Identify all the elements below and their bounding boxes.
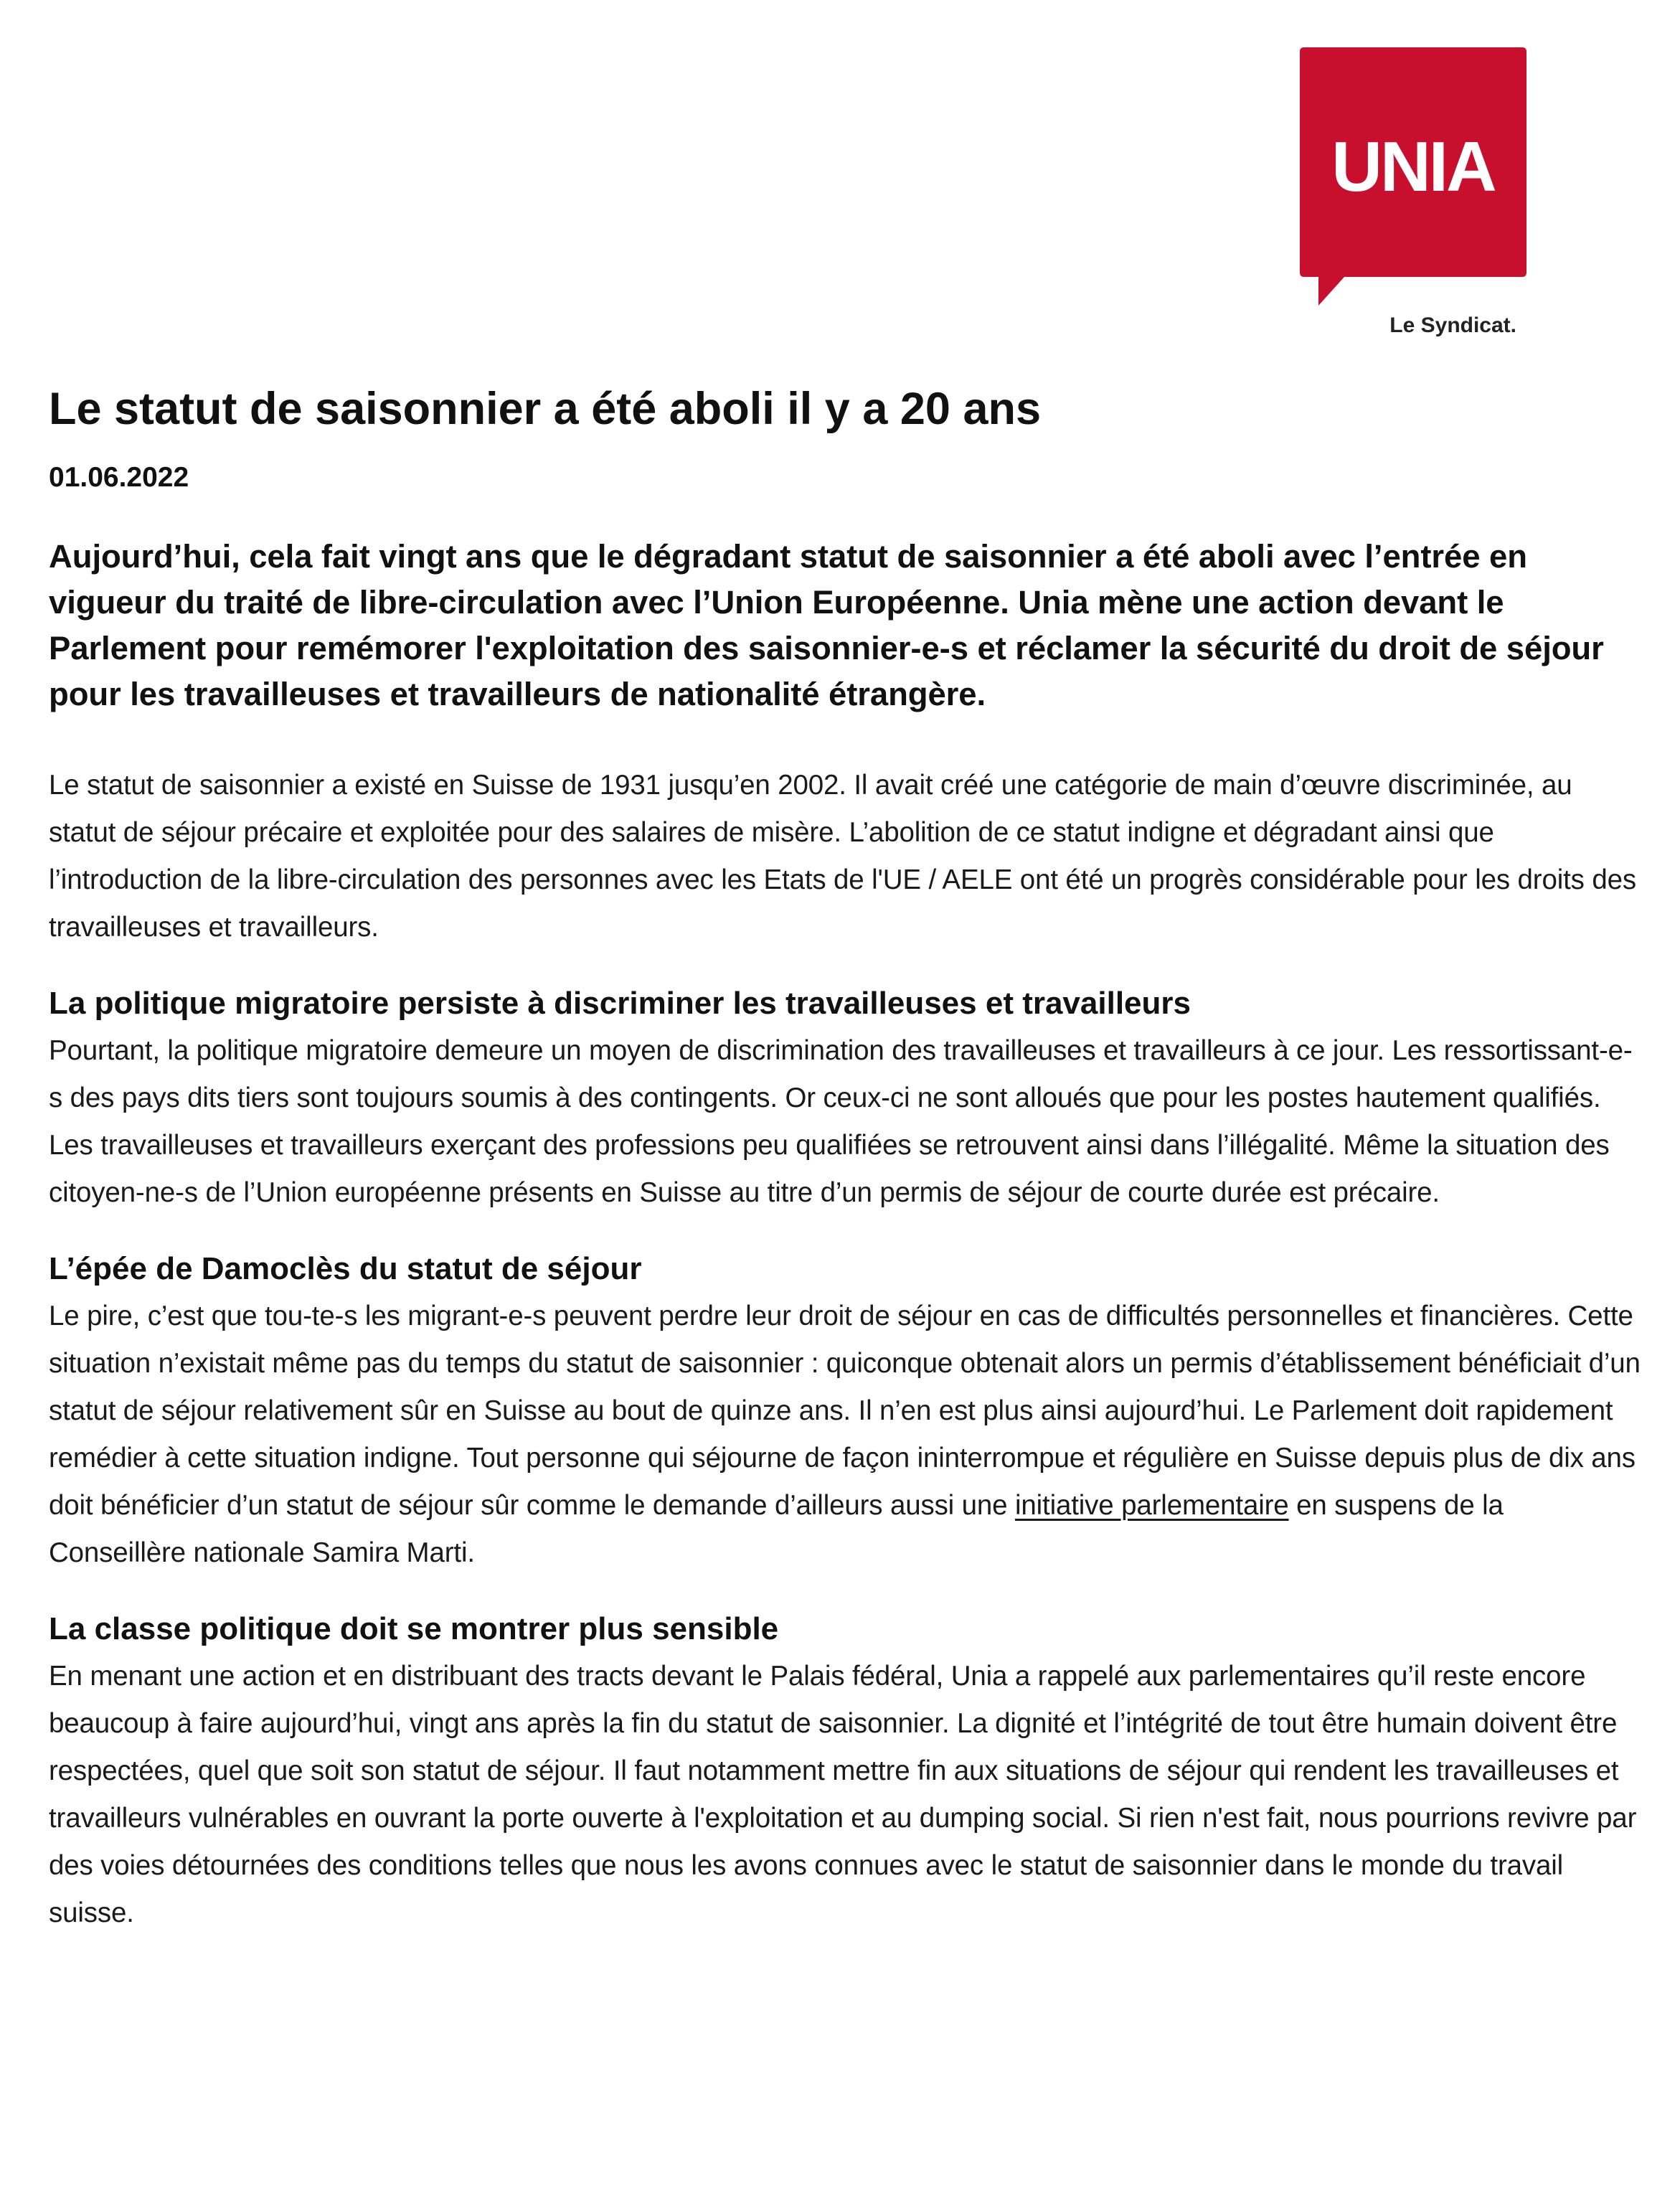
article xyxy=(49,379,1641,1937)
section-heading-migration-policy: La politique migratoire persiste à discriminer les travailleuses et travailleurs xyxy=(49,986,1191,1021)
paragraph-text-before-link: Le pire, c’est que tou-te-s les migrant-e-s peuvent perdre leur droit de séjour en cas de difficultés personnelles et financières. Cette situation n’existait même pas du temps du statut de saisonnier : quiconque obtenait alors un permis d’établissement bénéficiait d’un statut de séjour relativement sûr en Suisse au bout de quinze ans. Il n’en est plus ainsi aujourd’hui. Le Parlement doit rapidement remédier à cette situation indigne. Tout personne qui séjourne de façon ininterrompue et régulière en Suisse depuis plus de dix ans doit bénéficier d’un statut de séjour sûr comme le demande d’ailleurs aussi une xyxy=(49,1301,1641,1521)
article-lead: Aujourd’hui, cela fait vingt ans que le dégradant statut de saisonnier a été aboli avec l’entrée en vigueur du traité de libre-circulation avec l’Union Européenne. Unia mène une action devant le Parlement pour remémorer l'exploitation des saisonnier-e-s et réclamer la sécurité du droit de séjour pour les travailleuses et travailleurs de nationalité étrangère. xyxy=(49,538,1604,712)
section-paragraph-political-class: En menant une action et en distribuant des tracts devant le Palais fédéral, Unia a rappelé aux parlementaires qu’il reste encore beaucoup à faire aujourd’hui, vingt ans après la fin du statut de saisonnier. La dignité et l’intégrité de tout être humain doivent être respectées, quel que soit son statut de séjour. Il faut notamment mettre fin aux situations de séjour qui rendent les travailleuses et travailleurs vulnérables en ouvrant la porte ouverte à l'exploitation et au dumping social. Si rien n'est fait, nous pourrions revivre par des voies détournées des conditions telles que nous les avons connues avec le statut de saisonnier dans le monde du travail suisse. xyxy=(49,1661,1637,1928)
article-title: Le statut de saisonnier a été aboli il y a 20 ans xyxy=(49,384,1042,434)
section-heading-residence-status: L’épée de Damoclès du statut de séjour xyxy=(49,1251,642,1286)
section-heading-political-class: La classe politique doit se montrer plus sensible xyxy=(49,1611,779,1646)
logo-wordmark: UNIA xyxy=(1331,127,1495,206)
parliamentary-initiative-link[interactable]: initiative parlementaire xyxy=(1014,1490,1289,1521)
paragraph-text-after-link: en suspens de la Conseillère nationale Samira Marti. xyxy=(49,1490,1504,1568)
unia-logo-graphic xyxy=(1300,47,1526,341)
intro-paragraph: Le statut de saisonnier a existé en Suisse de 1931 jusqu’en 2002. Il avait créé une catégorie de main d’œuvre discriminée, au statut de séjour précaire et exploitée pour des salaires de misère. L’abolition de ce statut indigne et dégradant ainsi que l’introduction de la libre-circulation des personnes avec les Etats de l'UE / AELE ont été un progrès considérable pour les droits des travailleuses et travailleurs. xyxy=(49,770,1636,943)
section-paragraph-residence-status xyxy=(49,1293,1641,1577)
article-date: 01.06.2022 xyxy=(49,462,189,493)
unia-logo xyxy=(1300,47,1526,341)
logo-tagline: Le Syndicat. xyxy=(1389,313,1516,337)
section-paragraph-migration-policy: Pourtant, la politique migratoire demeure un moyen de discrimination des travailleuses et travailleurs à ce jour. Les ressortissant-e-s des pays dits tiers sont toujours soumis à des contingents. Or ceux-ci ne sont alloués que pour les postes hautement qualifiés. Les travailleuses et travailleurs exerçant des professions peu qualifiées se retrouvent ainsi dans l’illégalité. Même la situation des citoyen-ne-s de l’Union européenne présents en Suisse au titre d’un permis de séjour de courte durée est précaire. xyxy=(49,1035,1633,1208)
